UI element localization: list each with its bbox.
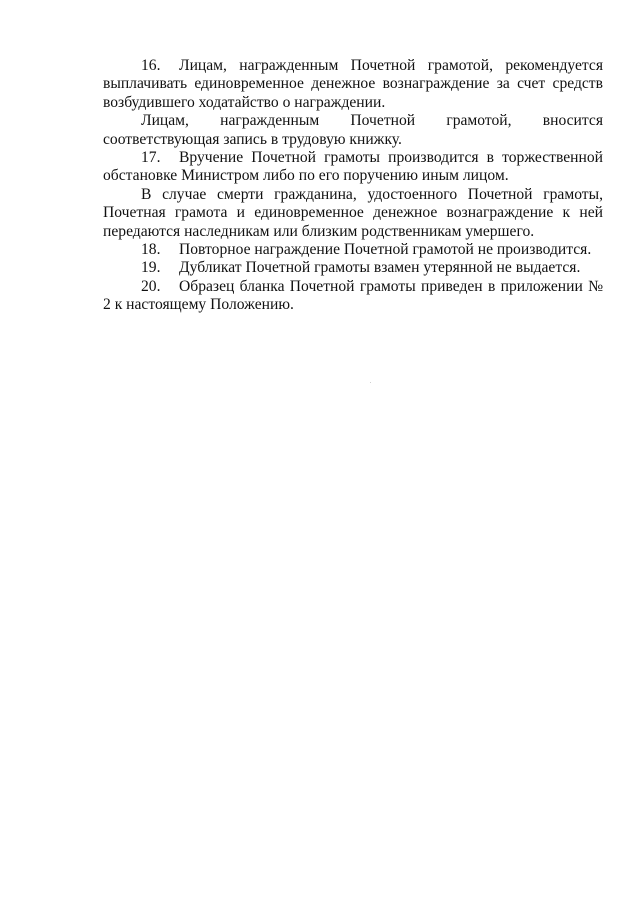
paragraph-16-continuation <box>103 112 603 149</box>
paragraph-text: Образец бланка Почетной грамоты приведен в приложении № 2 к настоящему Положению. <box>103 277 603 314</box>
scan-speck <box>370 382 371 383</box>
paragraph-text: Повторное награждение Почетной грамотой не производится. <box>179 241 592 259</box>
paragraph-text: Лицам, награжденным Почетной грамотой, вносится соответствующая запись в трудовую книжку. <box>103 112 603 148</box>
paragraph-17 <box>103 149 603 186</box>
paragraph-text: Вручение Почетной грамоты производится в торжественной обстановке Министром либо по его поручению иным лицом. <box>103 149 603 185</box>
paragraph-text: Дубликат Почетной грамоты взамен утерянной не выдается. <box>179 259 581 277</box>
paragraph-number: 19. <box>141 259 161 277</box>
paragraph-20 <box>103 278 603 315</box>
paragraph-text: В случае смерти гражданина, удостоенного Почетной грамоты, Почетная грамота и единовременное денежное вознаграждение к ней передаются наследникам или близким родственникам умершего. <box>103 185 603 240</box>
document-body <box>103 57 603 315</box>
paragraph-number: 20. <box>141 277 161 295</box>
paragraph-19 <box>103 259 603 277</box>
paragraph-18 <box>103 241 603 259</box>
paragraph-17-continuation <box>103 186 603 241</box>
paragraph-number: 16. <box>141 57 161 74</box>
paragraph-text: Лицам, награжденным Почетной грамотой, рекомендуется выплачивать единовременное денежное вознаграждение за счет средств возбудившего ходатайство о награждении. <box>103 57 603 111</box>
paragraph-number: 17. <box>141 149 161 167</box>
paragraph-number: 18. <box>141 241 161 259</box>
paragraph-16 <box>103 57 603 112</box>
